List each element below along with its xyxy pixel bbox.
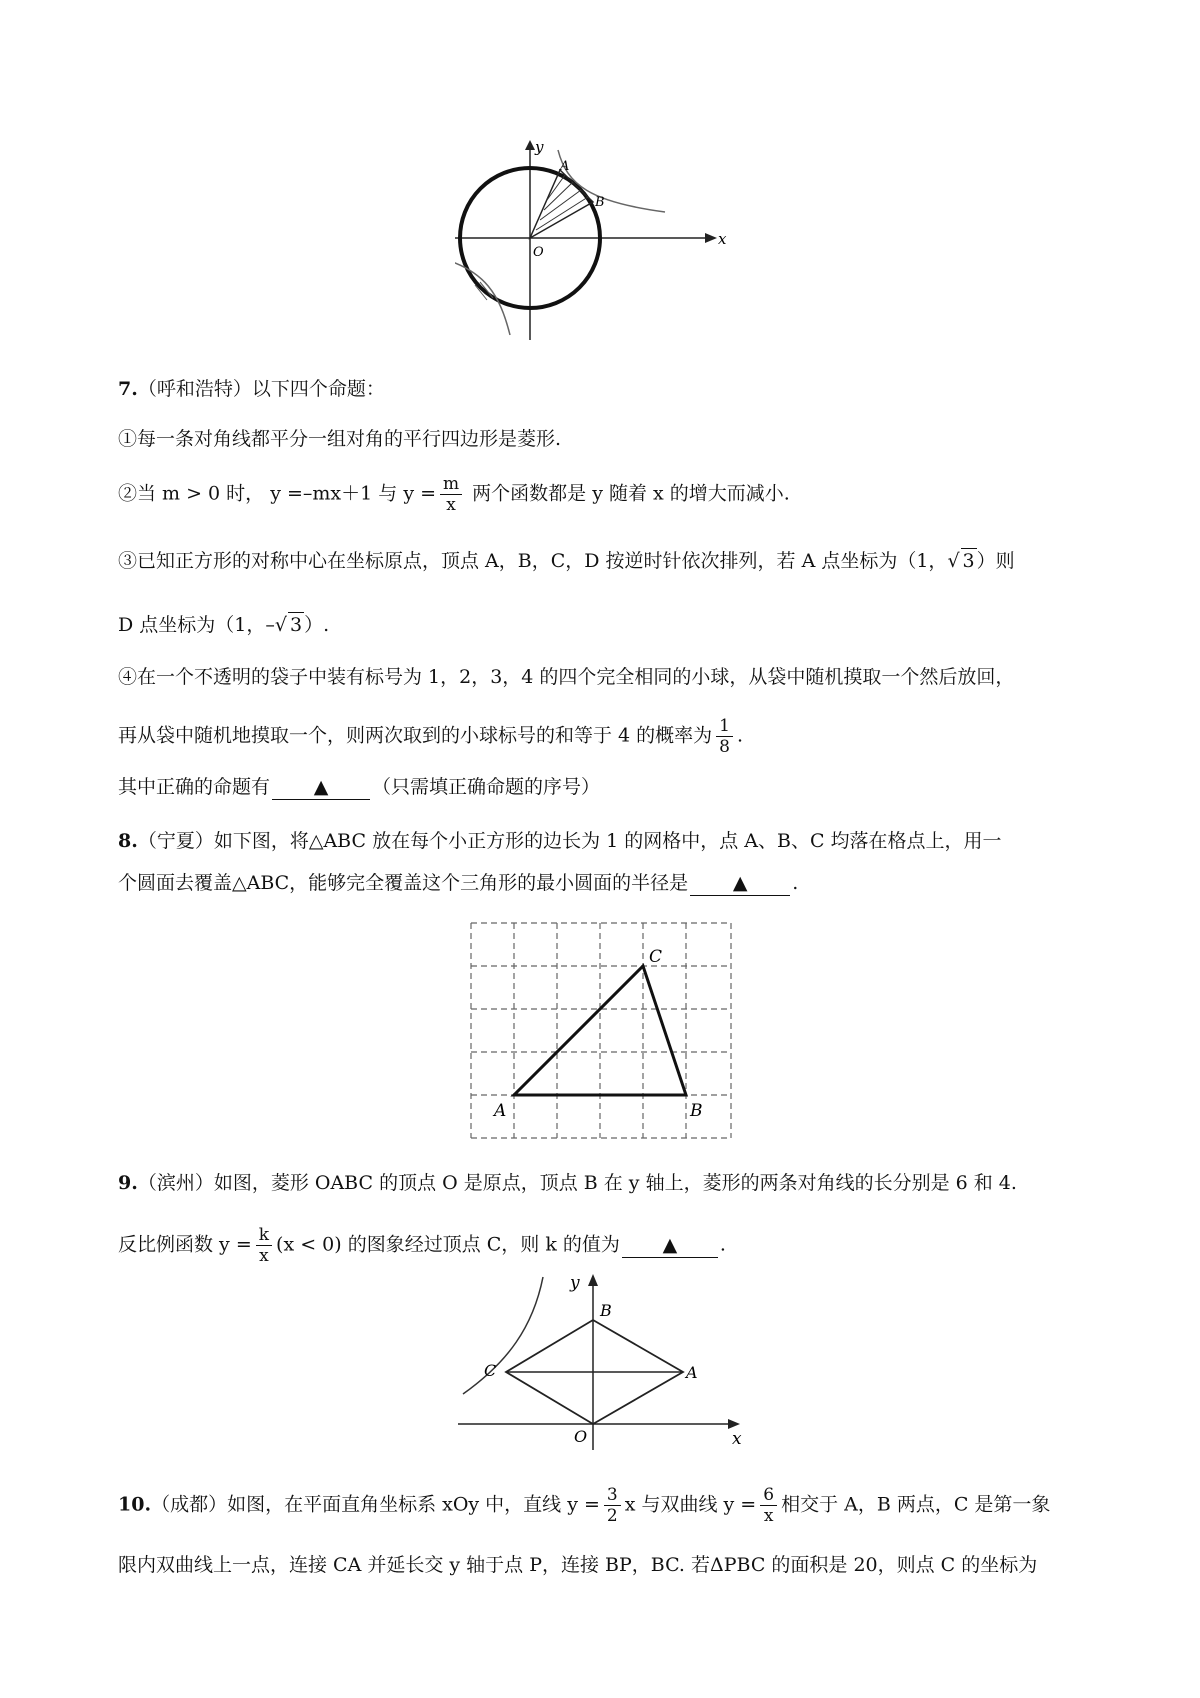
fig3-x-label: x: [732, 1429, 742, 1449]
q10-numerator-1: 3: [604, 1485, 621, 1506]
q8-number: 8.: [118, 830, 138, 852]
q7-s3-root: 3: [962, 550, 975, 572]
q7-head-text: （呼和浩特）以下四个命题：: [137, 378, 385, 400]
q7-s3-text-c: D 点坐标为（1，–: [118, 614, 275, 636]
q7-s4-numerator: 1: [716, 716, 733, 737]
q7-s3-text-d: ）.: [304, 614, 330, 636]
fig3-point-c: C: [484, 1361, 497, 1380]
figure-grid-triangle: [466, 918, 738, 1144]
q7-s2-text-b: 两个函数都是 y 随着 x 的增大而减小.: [466, 482, 790, 505]
sqrt-symbol: √: [947, 550, 960, 572]
fig1-point-a: A: [560, 159, 570, 174]
q10-line-1: [118, 1485, 1050, 1526]
q7-statement-3-cont: [118, 612, 329, 637]
q10-denominator-2: x: [763, 1506, 774, 1526]
q8-text-2a: 个圆面去覆盖△ABC，能够完全覆盖这个三角形的最小圆面的半径是: [118, 872, 689, 894]
q7-answer-line: [118, 775, 600, 800]
q7-s2-fraction: [440, 474, 462, 515]
q9-line-1: [118, 1171, 1017, 1195]
q7-statement-3: [118, 548, 1015, 573]
q7-s2-numerator: m: [440, 474, 462, 495]
fig1-point-b: B: [595, 195, 605, 210]
fig3-point-a: A: [686, 1363, 698, 1382]
q9-fraction: [256, 1225, 272, 1266]
q9-text-2a: 反比例函数 y =: [118, 1233, 252, 1256]
fig3-y-label: y: [570, 1273, 580, 1293]
q10-numerator-2: 6: [760, 1485, 777, 1506]
q9-numerator: k: [256, 1225, 272, 1246]
q7-answer-text-a: 其中正确的命题有: [118, 776, 271, 798]
q9-answer-blank[interactable]: ▲: [622, 1233, 718, 1258]
q10-text-1c: 相交于 A，B 两点，C 是第一象: [781, 1493, 1051, 1516]
q9-denominator: x: [259, 1246, 269, 1266]
fig2-point-a: A: [494, 1101, 507, 1121]
q7-s2-denominator: x: [446, 495, 456, 515]
fig2-point-c: C: [649, 947, 663, 967]
q9-text-2b: (x < 0) 的图象经过顶点 C，则 k 的值为: [276, 1233, 620, 1256]
q8-line-2: [118, 871, 798, 896]
sqrt-symbol: √: [274, 614, 287, 636]
q9-line-2: [118, 1225, 726, 1266]
q7-s4-text-b: 再从袋中随机地摸取一个，则两次取到的小球标号的和等于 4 的概率为: [118, 724, 713, 747]
fig1-origin: O: [533, 245, 544, 260]
q7-s3-text-a: ③已知正方形的对称中心在坐标原点，顶点 A，B，C，D 按逆时针依次排列，若 A 点坐标为（1，: [118, 550, 948, 572]
q9-number: 9.: [118, 1172, 138, 1194]
q10-fraction-1: [604, 1485, 621, 1526]
q10-fraction-2: [760, 1485, 777, 1526]
q8-answer-blank[interactable]: ▲: [690, 871, 790, 896]
q7-s3-root-2: 3: [289, 614, 303, 636]
q7-statement-4: ④在一个不透明的袋子中装有标号为 1，2，3，4 的四个完全相同的小球，从袋中随机摸取一个然后放回，: [118, 666, 1015, 688]
fig2-point-b: B: [690, 1101, 703, 1121]
q9-text-2c: .: [719, 1233, 726, 1256]
q7-number: 7.: [118, 378, 138, 400]
q8-text-2b: .: [792, 872, 799, 894]
q7-s4-end: .: [737, 724, 744, 747]
figure-circle-hyperbola: [455, 140, 735, 340]
fig3-origin: O: [574, 1427, 588, 1446]
q10-line-2: 限内双曲线上一点，连接 CA 并延长交 y 轴于点 P，连接 BP，BC. 若ΔPBC 的面积是 20，则点 C 的坐标为: [118, 1554, 1038, 1576]
figure-rhombus-hyperbola: [458, 1272, 758, 1452]
q7-statement-1: ①每一条对角线都平分一组对角的平行四边形是菱形.: [118, 428, 562, 450]
q8-line-1: [118, 829, 1002, 853]
q7-s4-denominator: 8: [719, 737, 730, 757]
q7-statement-4-cont: [118, 716, 743, 757]
q7-statement-2: [118, 474, 790, 515]
q7-answer-blank[interactable]: ▲: [272, 775, 370, 800]
q7-s2-text-a: ②当 m > 0 时， y =–mx＋1 与 y =: [118, 482, 437, 505]
q10-text-1b: x 与双曲线 y =: [624, 1493, 757, 1516]
q9-text-1: （滨州）如图，菱形 OABC 的顶点 O 是原点，顶点 B 在 y 轴上，菱形的两条对角线的长分别是 6 和 4.: [137, 1172, 1017, 1194]
q7-answer-text-b: （只需填正确命题的序号）: [372, 776, 601, 798]
q8-text-1: （宁夏）如下图，将△ABC 放在每个小正方形的边长为 1 的网格中，点 A、B、C 均落在格点上，用一: [137, 830, 1002, 852]
q10-number: 10.: [118, 1493, 152, 1516]
q7-heading: [118, 377, 385, 401]
fig1-x-label: x: [718, 230, 727, 248]
q10-denominator-1: 2: [606, 1506, 618, 1526]
q7-s3-text-b: ）则: [976, 550, 1015, 572]
fig3-point-b: B: [600, 1301, 612, 1320]
fig1-y-label: y: [535, 140, 544, 156]
q7-s4-fraction: [716, 716, 733, 757]
q10-text-1a: （成都）如图，在平面直角坐标系 xOy 中，直线 y =: [151, 1493, 600, 1516]
